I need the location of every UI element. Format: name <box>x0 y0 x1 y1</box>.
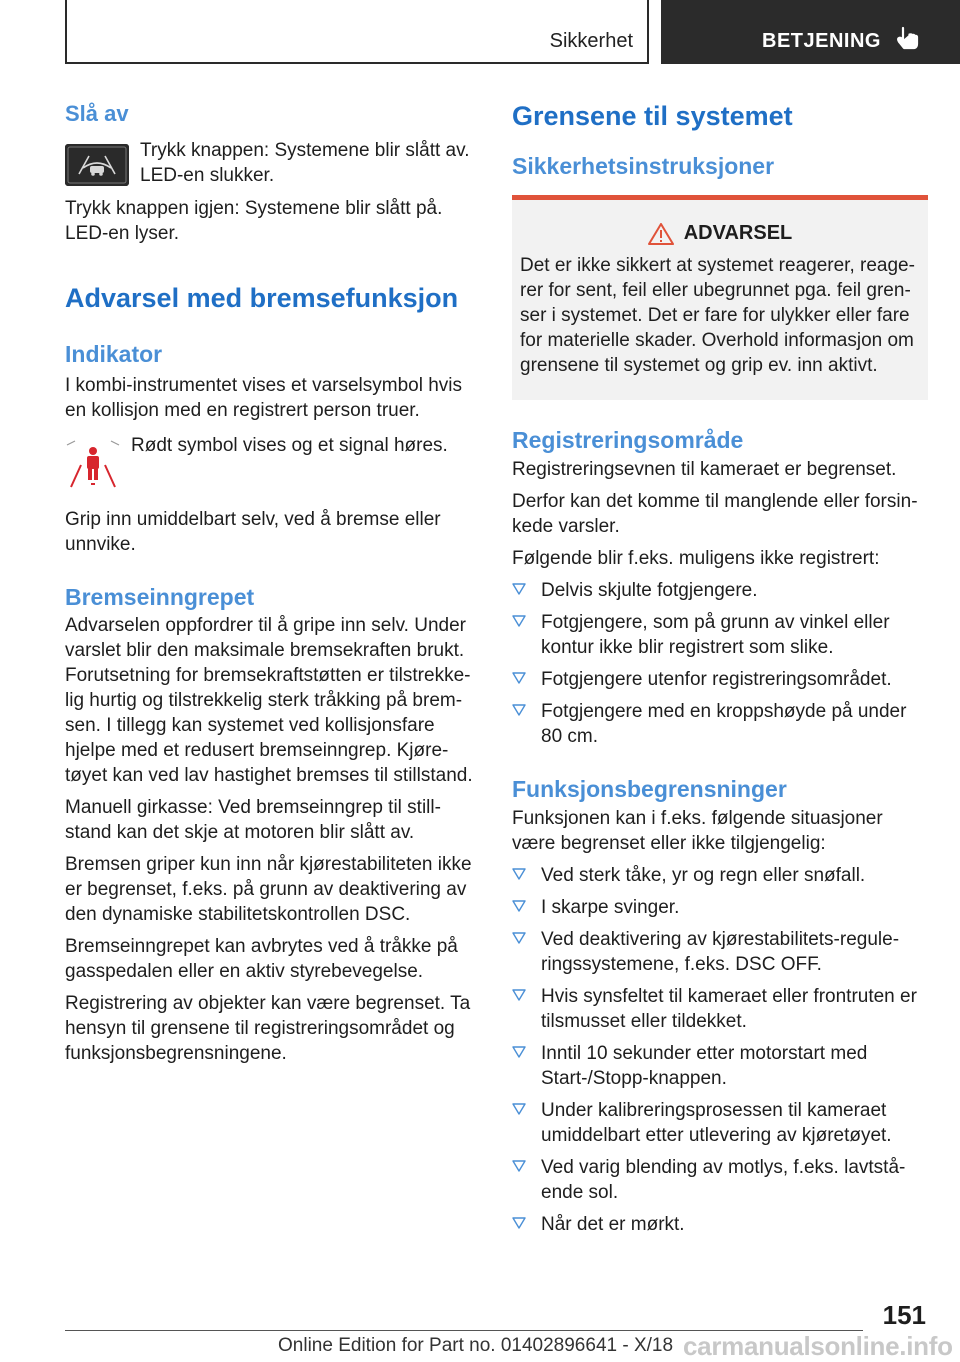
heading-brake-warning: Advarsel med bremsefunksjon <box>65 282 459 313</box>
turn-off-instruction: Trykk knappen: Systemene blir slått av. LED-en slukker. <box>140 139 470 186</box>
list-item-text: Hvis synsfeltet til kameraet eller frontruten er tilsmusset eller tildekket. <box>541 985 917 1032</box>
triangle-bullet-icon <box>512 614 526 628</box>
brake-paragraph-4: Bremseinngrepet kan avbrytes ved å tråkke på gasspedalen eller en aktiv styrebevegelse. <box>65 936 458 983</box>
function-paragraph: Funksjonen kan i f.eks. følgende situasjoner være begrenset eller ikke tilgjengelig: <box>512 807 883 854</box>
list-item <box>512 927 928 977</box>
heading-function-limits: Funksjonsbegrensninger <box>512 775 787 802</box>
header-section-title: Sikkerhet <box>549 30 633 52</box>
brake-paragraph-5: Registrering av objekter kan være begrenset. Ta hensyn til grensene til registreringsområdet og funksjonsbegrensningene. <box>65 993 471 1065</box>
header-chapter-label: BETJENING <box>762 30 881 52</box>
left-column <box>65 100 477 1066</box>
list-item-text: I skarpe svinger. <box>541 896 680 918</box>
indicator-symbol-text: Rødt symbol vises og et signal høres. <box>131 434 448 456</box>
triangle-bullet-icon <box>512 931 526 945</box>
turn-on-instruction: Trykk knappen igjen: Systemene blir slått på. LED-en lyser. <box>65 197 443 244</box>
list-item <box>512 1041 928 1091</box>
page-number: 151 <box>882 1300 926 1330</box>
brake-paragraph-1: Advarselen oppfordrer til å gripe inn selv. Under varslet blir den maksimale bremsekraften brukt. Forutsetning for bremsekraftstøtten er tilstrekkelig hurtig og tilstrekkelig sterk tråkking på bremsen. I tillegg kan systemet ved kollisjonsfare hjelpe med et redusert bremseinngrep. Kjøretøyet kan ved lav hastighet bremses til stillstand. <box>65 615 473 787</box>
list-item-text: Når det er mørkt. <box>541 1213 685 1235</box>
list-item <box>512 578 928 603</box>
range-list <box>512 578 928 749</box>
brake-paragraph-2: Manuell girkasse: Ved bremseinngrep til stillstand kan det skje at motoren blir slått av. <box>65 797 441 844</box>
collision-warning-button-icon <box>65 144 129 186</box>
header-section-box <box>65 0 649 64</box>
watermark: carmanualsonline.info <box>683 1331 953 1361</box>
list-item-text: Fotgjengere utenfor registreringsområdet. <box>541 668 892 690</box>
heading-indicator: Indikator <box>65 340 163 367</box>
list-item-text: Delvis skjulte fotgjengere. <box>541 579 758 601</box>
footer-edition: Online Edition for Part no. 01402896641 - X/18 <box>278 1335 674 1356</box>
warning-title: ADVARSEL <box>683 222 793 245</box>
list-item <box>512 1212 928 1237</box>
hand-pointer-icon <box>895 26 921 52</box>
heading-safety-instructions: Sikkerhetsinstruksjoner <box>512 153 775 180</box>
indicator-text: I kombi-instrumentet vises et varselsymbol hvis en kollisjon med en registrert person truer. <box>65 374 463 421</box>
list-item <box>512 1155 928 1205</box>
function-list <box>512 863 928 1237</box>
heading-detection-range: Registreringsområde <box>512 427 744 454</box>
list-item <box>512 984 928 1034</box>
triangle-bullet-icon <box>512 1102 526 1116</box>
pedestrian-warning-icon <box>65 437 121 497</box>
triangle-bullet-icon <box>512 867 526 881</box>
range-paragraph-1: Registreringsevnen til kameraet er begrenset. <box>512 458 897 480</box>
triangle-bullet-icon <box>512 1045 526 1059</box>
warning-box <box>512 195 928 400</box>
list-item <box>512 667 928 692</box>
list-item-text: Under kalibreringsprosessen til kameraet umiddelbart etter utlevering av kjøretøyet. <box>541 1099 892 1146</box>
list-item-text: Ved deaktivering av kjørestabilitets-reguleringssystemene, f.eks. DSC OFF. <box>541 928 900 975</box>
list-item-text: Inntil 10 sekunder etter motorstart med Start-/Stopp-knappen. <box>541 1042 868 1089</box>
triangle-bullet-icon <box>512 671 526 685</box>
list-item <box>512 1098 928 1148</box>
heading-turn-off: Slå av <box>65 101 129 126</box>
button-description <box>65 138 477 188</box>
list-item <box>512 610 928 660</box>
warning-text: Det er ikke sikkert at systemet reagerer, reagerer for sent, feil eller ubegrunnet pga. feil grenser i systemet. Det er fare for ulykker eller fare for materielle skader. Overhold informasjon om grensene til systemet og grip ev. inn aktivt. <box>520 255 915 377</box>
indicator-symbol-row <box>65 433 477 497</box>
list-item <box>512 895 928 920</box>
triangle-bullet-icon <box>512 988 526 1002</box>
list-item-text: Ved sterk tåke, yr og regn eller snøfall. <box>541 864 866 886</box>
triangle-bullet-icon <box>512 1159 526 1173</box>
list-item-text: Fotgjengere, som på grunn av vinkel eller kontur ikke blir registrert som slike. <box>541 611 890 658</box>
header-chapter-tab[interactable] <box>661 0 960 64</box>
heading-system-limits: Grensene til systemet <box>512 101 793 131</box>
heading-brake-intervention: Bremseinngrepet <box>65 583 255 610</box>
intervene-text: Grip inn umiddelbart selv, ved å bremse eller unnvike. <box>65 508 441 555</box>
triangle-bullet-icon <box>512 899 526 913</box>
range-paragraph-3: Følgende blir f.eks. muligens ikke registrert: <box>512 547 880 569</box>
list-item-text: Ved varig blending av motlys, f.eks. lavtstående sol. <box>541 1156 906 1203</box>
triangle-bullet-icon <box>512 1216 526 1230</box>
range-paragraph-2: Derfor kan det komme til manglende eller forsinkede varsler. <box>512 490 918 537</box>
warning-header <box>520 222 920 245</box>
right-column <box>512 100 928 1237</box>
triangle-bullet-icon <box>512 703 526 717</box>
triangle-bullet-icon <box>512 582 526 596</box>
list-item <box>512 863 928 888</box>
list-item <box>512 699 928 749</box>
list-item-text: Fotgjengere med en kroppshøyde på under 80 cm. <box>541 700 907 747</box>
brake-paragraph-3: Bremsen griper kun inn når kjørestabiliteten ikke er begrenset, f.eks. på grunn av deaktivering av den dynamiske stabilitetskontrollen DSC. <box>65 854 472 926</box>
warning-triangle-icon <box>648 223 674 245</box>
